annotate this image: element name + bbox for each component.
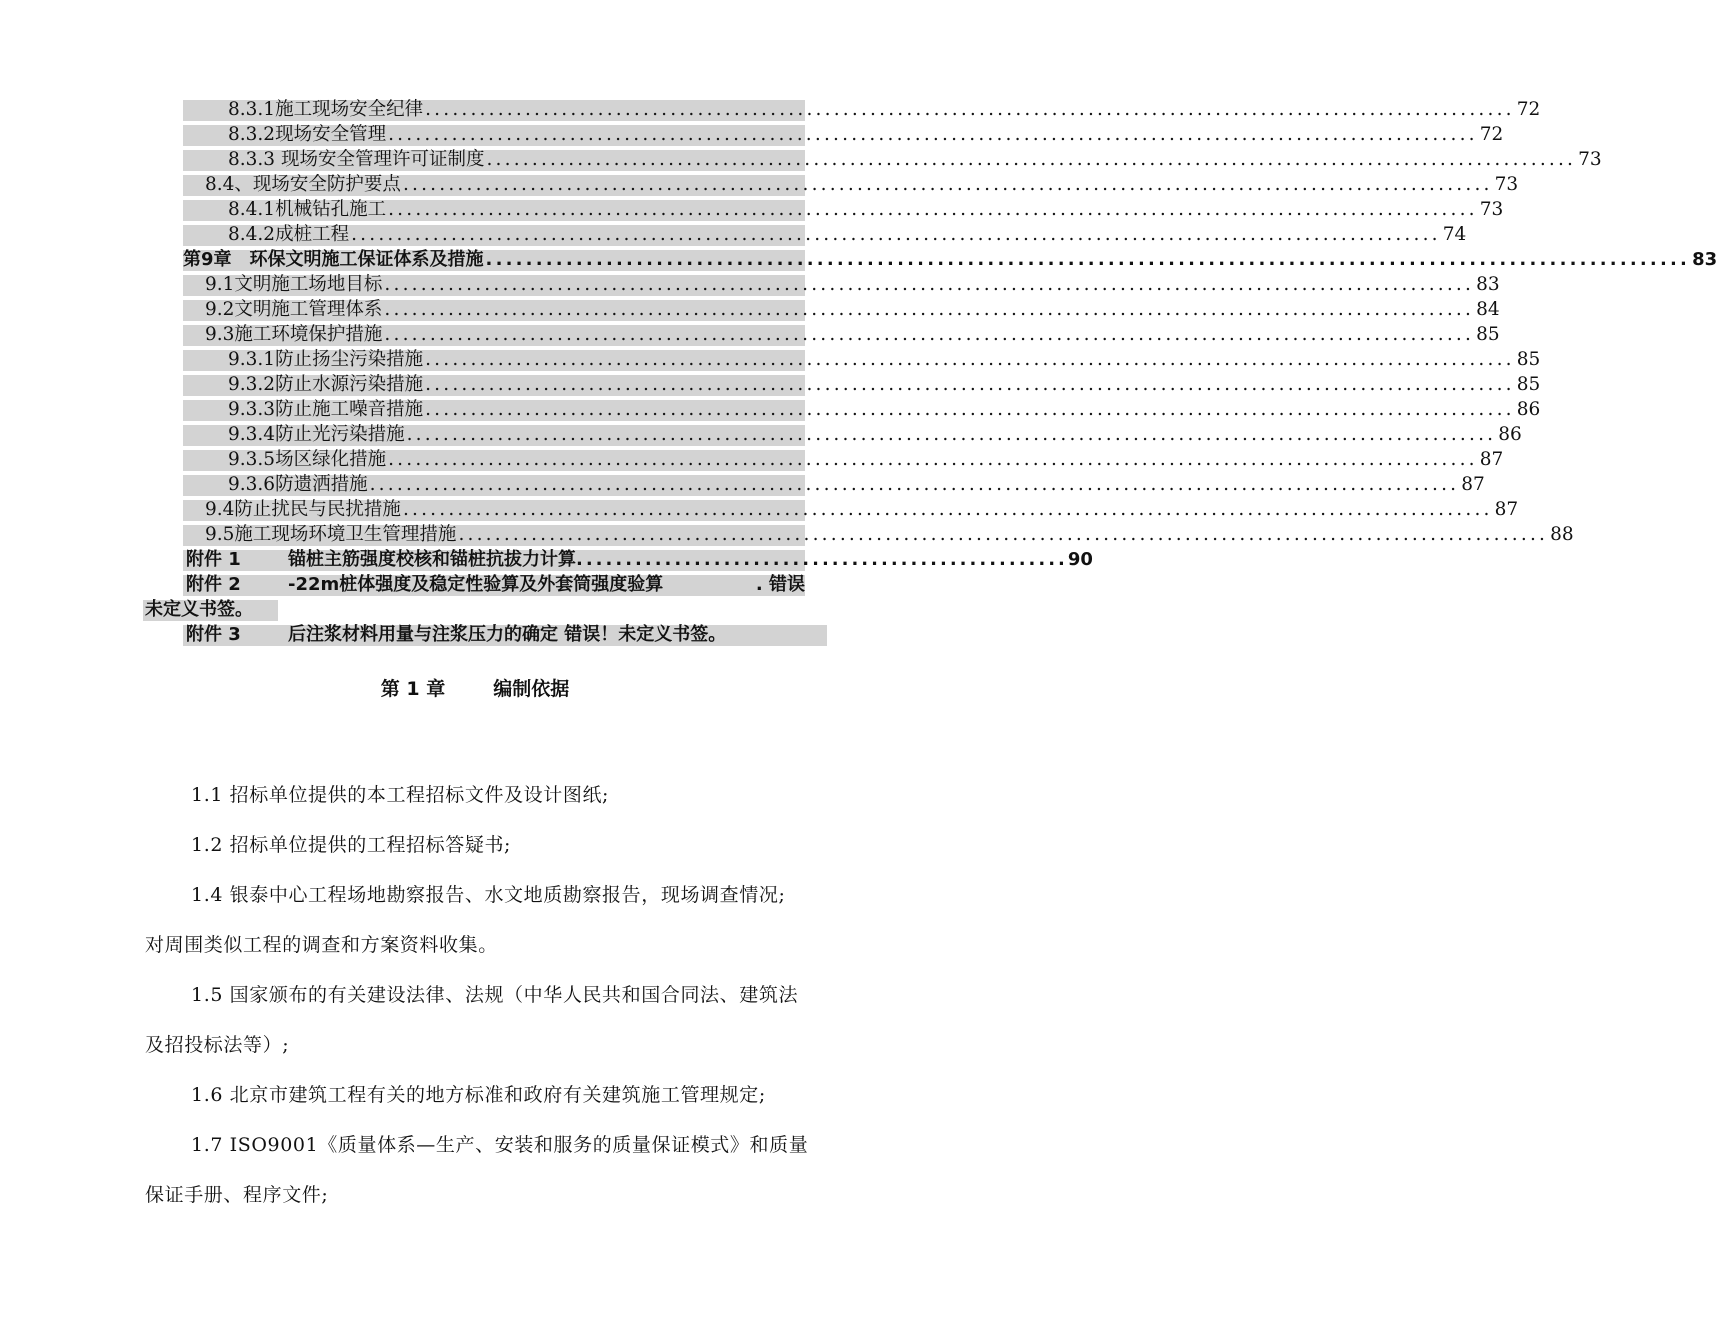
toc-entry-label: 8.3.1施工现场安全纪律: [228, 99, 424, 120]
toc-entry[interactable]: [0, 472, 1485, 497]
toc-entry-label: 8.3.2现场安全管理: [228, 124, 387, 145]
toc-entry-page: 87: [1479, 449, 1504, 470]
toc-entry-label: 9.3.4防止光污染措施: [228, 424, 405, 445]
toc-entry-page: 73: [1494, 174, 1519, 195]
toc-entry[interactable]: [0, 372, 1541, 397]
toc-entry-page: 86: [1516, 399, 1541, 420]
chapter-number: 第 1 章: [380, 678, 446, 700]
leader-dots: ........................................................................................................................: [425, 99, 1515, 120]
toc-entry-page: 84: [1476, 299, 1500, 320]
toc-entry[interactable]: [0, 247, 1717, 272]
toc-entry-page: 86: [1498, 424, 1522, 445]
toc-entry-label: 9.4防止扰民与民扰措施: [205, 499, 401, 520]
toc-entry-label: 8.4.2成桩工程: [228, 224, 350, 245]
toc-entry[interactable]: [0, 222, 1467, 247]
toc-entry-label: 8.4、现场安全防护要点: [205, 174, 401, 195]
toc-entry[interactable]: [0, 272, 1500, 297]
appendix-error-wrap: 未定义书签。: [145, 599, 253, 620]
leader-dots: ........................................................................................................................: [384, 299, 1475, 320]
toc-entry[interactable]: [0, 397, 1541, 422]
toc-entry-page: 87: [1461, 474, 1485, 495]
toc-entry-page: 85: [1516, 349, 1541, 370]
toc-entry-label: 9.3.3防止施工噪音措施: [228, 399, 424, 420]
toc-entry-label: 第9章 环保文明施工保证体系及措施: [183, 249, 484, 270]
paragraph: 1.2 招标单位提供的工程招标答疑书;: [191, 834, 512, 856]
toc-entry-label: 9.3.1防止扬尘污染措施: [228, 349, 424, 370]
toc-entry-label: 9.5施工现场环境卫生管理措施: [205, 524, 457, 545]
toc-appendix-3[interactable]: [0, 622, 950, 647]
leader-dots: ........................................................................................................................: [388, 124, 1478, 145]
leader-dots: ........................................................................................................................: [406, 424, 1497, 445]
toc-entry-page: 73: [1578, 149, 1602, 170]
toc-appendix-1[interactable]: [0, 547, 1093, 572]
leader-dots: ........................................................................................................................: [369, 474, 1460, 495]
leader-dots: ........................................................................................................................: [351, 224, 1441, 245]
leader-dots: ........................................................................................................................: [402, 174, 1493, 195]
toc-entry-page: 74: [1442, 224, 1467, 245]
leader-dots: ........................................................................................................................: [402, 499, 1493, 520]
paragraph: 1.7 ISO9001《质量体系—生产、安装和服务的质量保证模式》和质量保证手册、程序文件;: [145, 1134, 809, 1206]
leader-dots: ........................................................................................................................: [425, 349, 1515, 370]
toc-entry-label: 9.3.5场区绿化措施: [228, 449, 387, 470]
toc-entry-page: 87: [1494, 499, 1519, 520]
toc-entry-page: 85: [1476, 324, 1500, 345]
toc-appendix-2[interactable]: [0, 572, 950, 622]
toc-entry[interactable]: [0, 172, 1519, 197]
paragraph: 1.6 北京市建筑工程有关的地方标准和政府有关建筑施工管理规定;: [191, 1084, 766, 1106]
paragraph: 1.1 招标单位提供的本工程招标文件及设计图纸;: [191, 784, 610, 806]
paragraph: 1.5 国家颁布的有关建设法律、法规（中华人民共和国合同法、建筑法及招投标法等）;: [145, 984, 799, 1056]
appendix-page: 90: [1067, 549, 1093, 570]
toc-entry-page: 72: [1516, 99, 1541, 120]
toc-entry[interactable]: [0, 497, 1519, 522]
toc-entry-page: 73: [1479, 199, 1504, 220]
appendix-number: 附件 1: [186, 549, 241, 570]
toc-entry-page: 88: [1550, 524, 1574, 545]
toc-entry-page: 83: [1476, 274, 1500, 295]
leader-dots: ........................................................................................................................: [425, 374, 1515, 395]
toc-entry-page: 72: [1479, 124, 1504, 145]
toc-entry-label: 9.3.2防止水源污染措施: [228, 374, 424, 395]
appendix-number: 附件 2: [186, 574, 241, 595]
toc-entry[interactable]: [0, 422, 1522, 447]
toc-entry-label: 9.3施工环境保护措施: [205, 324, 383, 345]
toc-entry-label: 9.2文明施工管理体系: [205, 299, 383, 320]
appendix-number: 附件 3: [186, 624, 241, 645]
chapter-heading: [0, 674, 950, 701]
chapter-title: 编制依据: [493, 678, 570, 700]
toc-entry[interactable]: [0, 522, 1574, 547]
toc-entry-page: 85: [1516, 374, 1541, 395]
document-body: [145, 770, 810, 1220]
toc-entry-label: 8.3.3 现场安全管理许可证制度: [228, 149, 485, 170]
appendix-error-tail: . 错误: [755, 574, 805, 595]
toc-entry-label: 9.3.6防遗洒措施: [228, 474, 368, 495]
leader-dots: ........................................................................................................................: [384, 324, 1475, 345]
toc-entry-label: 8.4.1机械钻孔施工: [228, 199, 387, 220]
leader-dots: ........................................................................................................................: [384, 274, 1475, 295]
leader-dots: ........................................................................................................................: [486, 149, 1577, 170]
toc-entry[interactable]: [0, 197, 1504, 222]
leader-dots: ........................................................................................................................: [425, 399, 1515, 420]
table-of-contents: [0, 97, 1717, 647]
paragraph: 1.4 银泰中心工程场地勘察报告、水文地质勘察报告，现场调查情况; 对周围类似工程的调查和方案资料收集。: [145, 884, 786, 956]
toc-entry-label: 9.1文明施工场地目标: [205, 274, 383, 295]
leader-dots: ........................................................................................................................: [458, 524, 1549, 545]
leader-dots: ........................................................................................................................: [388, 199, 1478, 220]
toc-entry[interactable]: [0, 97, 1541, 122]
appendix-title: 后注浆材料用量与注浆压力的确定 错误！未定义书签。: [288, 624, 727, 645]
toc-entry[interactable]: [0, 147, 1602, 172]
leader-dots: ..................................................: [576, 549, 1068, 570]
toc-entry[interactable]: [0, 122, 1504, 147]
leader-dots: ........................................................................................................................: [485, 249, 1691, 270]
toc-entry[interactable]: [0, 447, 1504, 472]
toc-entry[interactable]: [0, 297, 1500, 322]
toc-entry[interactable]: [0, 347, 1541, 372]
appendix-title: 锚桩主筋强度校核和锚桩抗拔力计算: [288, 549, 576, 570]
appendix-title: -22m桩体强度及稳定性验算及外套筒强度验算: [288, 574, 664, 595]
leader-dots: ........................................................................................................................: [388, 449, 1478, 470]
toc-entry[interactable]: [0, 322, 1500, 347]
toc-entry-page: 83: [1692, 249, 1717, 270]
